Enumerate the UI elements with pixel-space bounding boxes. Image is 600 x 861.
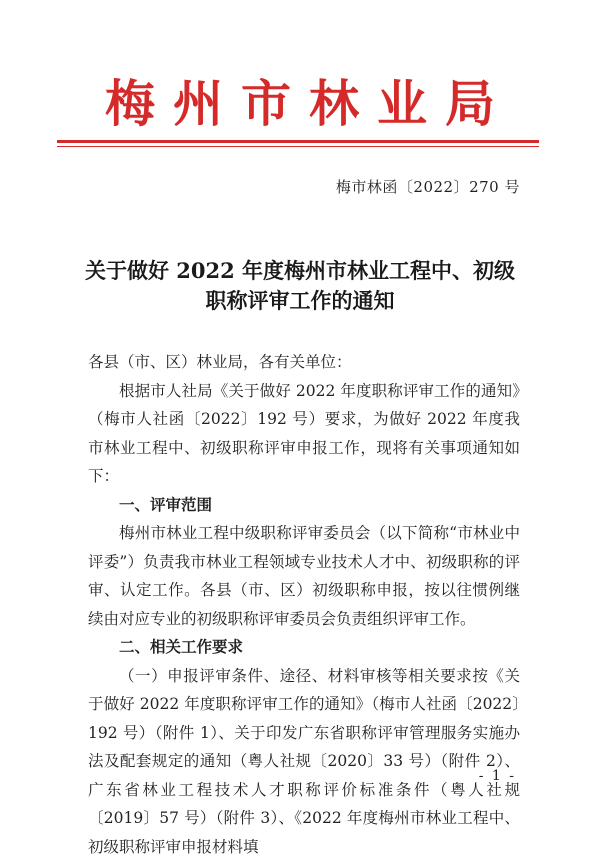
document-body [88, 348, 520, 861]
title-line-2: 职称评审工作的通知 [60, 286, 540, 316]
masthead-rule-thin [57, 146, 539, 147]
section-1-heading: 一、评审范围 [88, 491, 520, 520]
section-2-paragraph: （一）申报评审条件、途径、材料审核等相关要求按《关于做好 2022 年度职称评审工作的通知》（梅市人社函〔2022〕192 号）（附件 1）、关于印发广东省职称评审管理服务实施办法及配套规定的通知（粤人社规〔2020〕33 号）（附件 2）、广东省林业工程技术人才职称评价标准条件（粤人社规〔2019〕57 号）（附件 3）、《2022 年度梅州市林业工程中、初级职称评审申报材料填 [88, 662, 520, 861]
document-number: 梅市林函〔2022〕270 号 [336, 176, 520, 197]
org-masthead: 梅州市林业局 [0, 74, 600, 134]
document-title [60, 256, 540, 316]
section-1-paragraph: 梅州市林业工程中级职称评审委员会（以下简称“市林业中评委”）负责我市林业工程领域专业技术人才中、初级职称的评审、认定工作。各县（市、区）初级职称申报，按以往惯例继续由对应专业的初级职称评审委员会负责组织评审工作。 [88, 519, 520, 633]
intro-paragraph: 根据市人社局《关于做好 2022 年度职称评审工作的通知》（梅市人社函〔2022〕192 号）要求，为做好 2022 年度我市林业工程中、初级职称评审申报工作，现将有关事项通知如下： [88, 377, 520, 491]
section-2-heading: 二、相关工作要求 [88, 633, 520, 662]
title-line-1: 关于做好 2022 年度梅州市林业工程中、初级 [60, 256, 540, 286]
masthead-rule-thick [57, 140, 539, 143]
page-number: - 1 - [479, 768, 516, 784]
salutation: 各县（市、区）林业局，各有关单位： [88, 348, 520, 377]
